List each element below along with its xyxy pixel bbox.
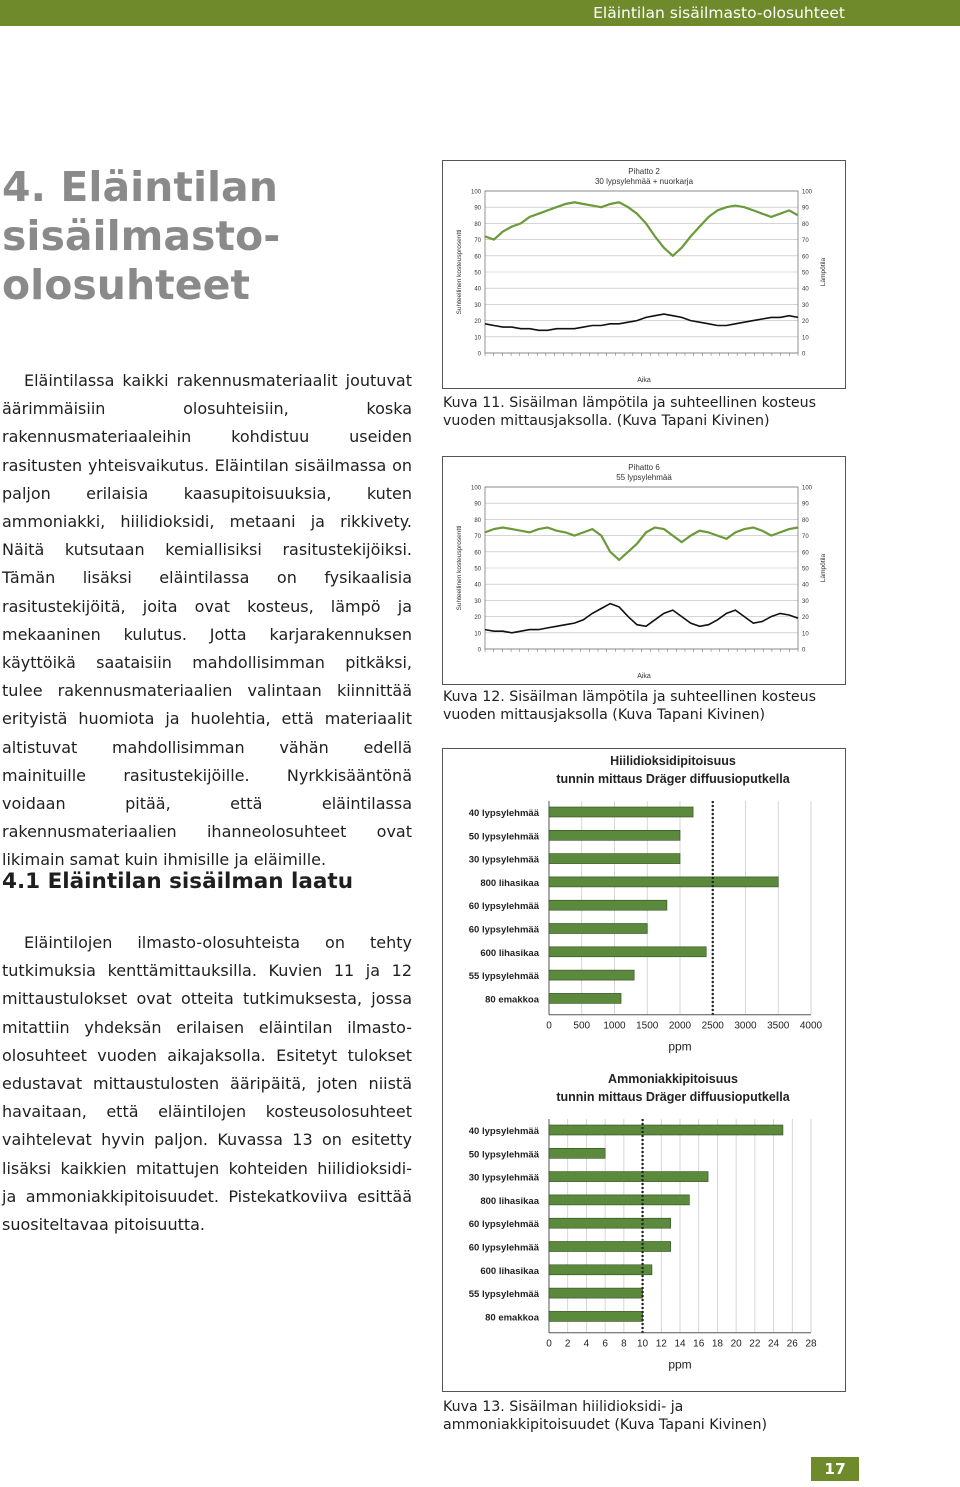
y-tick-label: 30 bbox=[474, 598, 481, 605]
ammonia-bar-chart bbox=[443, 1067, 845, 1391]
y-tick-label: 50 bbox=[474, 270, 481, 277]
y-tick-label: 20 bbox=[474, 319, 481, 326]
y2-axis-label: Lämpötila bbox=[820, 553, 827, 583]
category-label: 600 lihasikaa bbox=[480, 1265, 539, 1277]
running-title: Eläintilan sisäilmasto-olosuhteet bbox=[593, 4, 845, 22]
y-tick-label: 90 bbox=[474, 205, 481, 212]
category-label: 40 lypsylehmää bbox=[468, 808, 539, 819]
figure-12 bbox=[442, 456, 846, 685]
y-axis-label: Suhteellinen kosteusprosentti bbox=[456, 525, 463, 611]
y2-tick-label: 40 bbox=[802, 582, 809, 589]
humidity-series-line bbox=[485, 202, 798, 256]
humidity-temperature-chart-pihatto-2 bbox=[443, 161, 845, 388]
intro-paragraph: Eläintilassa kaikki rakennusmateriaalit joutuvat äärimmäisiin olosuhteisiin, koska rakennusmateriaaleihin kohdistuu useiden rasitusten yhteisvaikutus. Eläintilan sisäilmassa on paljon erilaisia kaasupitoisuuksia, kuten ammoniakki, hiilidioksidi, metaani ja rikkivety. Näitä kutsutaan kemiallisiksi rasitustekijöiksi. Tämän lisäksi eläintilassa on fysikaalisia rasitustekijöitä, joita ovat kosteus, lämpö ja mekaaninen kulutus. Jotta karjarakennuksen käyttöikä saataisiin mahdollisimman pitkäksi, tulee rakennusmateriaalien valintaan kiinnittää erityistä huomiota ja huolehtia, että materiaalit altistuvat mahdollisimman vähän edellä mainituille rasitustekijöille. Nyrkkisääntönä voidaan pitää, että eläintilassa rakennusmateriaalien ihanneolosuhteet ovat likimain samat kuin ihmisille ja eläimille. bbox=[2, 371, 412, 870]
y2-tick-label: 100 bbox=[802, 485, 813, 492]
chapter-title-line: sisäilmasto- bbox=[2, 212, 281, 260]
bar bbox=[549, 830, 680, 840]
y-tick-label: 100 bbox=[470, 189, 481, 196]
y2-tick-label: 60 bbox=[802, 550, 809, 557]
y-tick-label: 10 bbox=[474, 631, 481, 638]
figure-11 bbox=[442, 160, 846, 389]
y-tick-label: 80 bbox=[474, 221, 481, 228]
chart-title: Ammoniakkipitoisuus bbox=[608, 1072, 738, 1086]
bar bbox=[549, 1148, 605, 1158]
category-label: 80 emakkoa bbox=[485, 1312, 539, 1324]
section-paragraph: Eläintilojen ilmasto-olosuhteista on tehty tutkimuksia kenttämittauksilla. Kuvien 11 ja 12 mittaustulokset ovat otteita tutkimuksesta, jossa mitattiin yhdeksän erilaisen eläintilan ilmasto-olosuhteet vuoden aikajaksolla. Esitetyt tulokset edustavat mittaustulosten ääripäitä, joten niistä havaitaan, että eläintilojen kosteusolosuhteet vaihtelevat hyvin paljon. Kuvassa 13 on esitetty lisäksi kaikkien mitattujen kohteiden hiilidioksidi- ja ammoniakkipitoisuudet. Pistekatkoviiva esittää suositeltavaa pitoisuutta. bbox=[2, 933, 412, 1235]
x-tick-label: 3000 bbox=[734, 1020, 757, 1032]
y2-tick-label: 80 bbox=[802, 517, 809, 524]
y2-axis-label: Lämpötila bbox=[820, 257, 827, 287]
x-tick-label: 16 bbox=[693, 1338, 705, 1350]
page-number: 17 bbox=[811, 1457, 859, 1481]
bar bbox=[549, 947, 706, 957]
y-tick-label: 10 bbox=[474, 335, 481, 342]
category-label: 50 lypsylehmää bbox=[468, 831, 539, 843]
y2-tick-label: 70 bbox=[802, 238, 809, 245]
x-tick-label: 2 bbox=[564, 1338, 571, 1350]
chart-title: Pihatto 2 bbox=[628, 167, 660, 176]
humidity-temperature-chart-pihatto-6 bbox=[443, 457, 845, 684]
chart-title: Pihatto 6 bbox=[628, 463, 660, 472]
x-tick-label: 20 bbox=[730, 1338, 742, 1350]
y-tick-label: 90 bbox=[474, 501, 481, 508]
header-bar bbox=[0, 0, 960, 26]
bar bbox=[549, 1242, 671, 1252]
y2-tick-label: 60 bbox=[802, 254, 809, 261]
chapter-title bbox=[2, 163, 402, 310]
y2-tick-label: 10 bbox=[802, 631, 809, 638]
category-label: 50 lypsylehmää bbox=[468, 1149, 539, 1161]
x-tick-label: 18 bbox=[711, 1338, 723, 1350]
category-label: 800 lihasikaa bbox=[480, 877, 539, 889]
y2-tick-label: 40 bbox=[802, 286, 809, 293]
category-label: 40 lypsylehmää bbox=[468, 1126, 539, 1137]
y-axis-label: Suhteellinen kosteusprosentti bbox=[456, 229, 463, 315]
y-tick-label: 30 bbox=[474, 302, 481, 309]
x-tick-label: 4000 bbox=[799, 1020, 823, 1032]
temperature-series-line bbox=[485, 314, 798, 330]
chart-subtitle: tunnin mittaus Dräger diffuusioputkella bbox=[556, 1090, 790, 1104]
x-tick-label: 1500 bbox=[636, 1020, 659, 1032]
x-tick-label: 3500 bbox=[767, 1020, 790, 1032]
category-label: 800 lihasikaa bbox=[480, 1195, 539, 1207]
chart-title: Hiilidioksidipitoisuus bbox=[610, 754, 736, 768]
bar bbox=[549, 900, 667, 910]
y2-tick-label: 30 bbox=[802, 598, 809, 605]
x-tick-label: 24 bbox=[768, 1338, 780, 1350]
x-tick-label: 6 bbox=[602, 1338, 608, 1350]
bar bbox=[549, 1288, 643, 1298]
figure-13 bbox=[442, 748, 846, 1392]
category-label: 55 lypsylehmää bbox=[468, 971, 539, 983]
y2-tick-label: 0 bbox=[802, 647, 806, 654]
category-label: 60 lypsylehmää bbox=[468, 924, 539, 936]
humidity-series-line bbox=[485, 528, 798, 560]
bar bbox=[549, 1172, 708, 1182]
x-axis-label: Aika bbox=[637, 377, 651, 384]
x-tick-label: 0 bbox=[546, 1338, 552, 1350]
y2-tick-label: 0 bbox=[802, 351, 806, 358]
x-tick-label: 1000 bbox=[603, 1020, 626, 1032]
x-tick-label: 26 bbox=[786, 1338, 798, 1350]
y2-tick-label: 20 bbox=[802, 319, 809, 326]
co2-bar-chart bbox=[443, 749, 845, 1067]
y2-tick-label: 20 bbox=[802, 615, 809, 622]
x-tick-label: 10 bbox=[637, 1338, 649, 1350]
y-tick-label: 40 bbox=[474, 286, 481, 293]
chapter-title-line: olosuhteet bbox=[2, 261, 250, 309]
y-tick-label: 0 bbox=[477, 351, 481, 358]
bar bbox=[549, 854, 680, 864]
bar bbox=[549, 1265, 652, 1275]
y-tick-label: 40 bbox=[474, 582, 481, 589]
y-tick-label: 20 bbox=[474, 615, 481, 622]
category-label: 60 lypsylehmää bbox=[468, 1219, 539, 1231]
x-axis-label: Aika bbox=[637, 673, 651, 680]
y-tick-label: 100 bbox=[470, 485, 481, 492]
x-tick-label: 22 bbox=[749, 1338, 761, 1350]
bar bbox=[549, 924, 647, 934]
x-tick-label: 12 bbox=[655, 1338, 667, 1350]
x-axis-label: ppm bbox=[668, 1357, 692, 1372]
category-label: 60 lypsylehmää bbox=[468, 901, 539, 913]
category-label: 600 lihasikaa bbox=[480, 947, 539, 959]
chart-subtitle: tunnin mittaus Dräger diffuusioputkella bbox=[556, 772, 790, 786]
figure-13-caption: Kuva 13. Sisäilman hiilidioksidi- ja ammoniakkipitoisuudet (Kuva Tapani Kivinen) bbox=[443, 1399, 768, 1433]
y-tick-label: 60 bbox=[474, 550, 481, 557]
x-tick-label: 28 bbox=[805, 1338, 817, 1350]
bar bbox=[549, 1195, 689, 1205]
section-title: 4.1 Eläintilan sisäilman laatu bbox=[2, 869, 354, 894]
x-tick-label: 2500 bbox=[701, 1020, 724, 1032]
chart-subtitle: 30 lypsylehmää + nuorkarja bbox=[594, 177, 694, 186]
bar bbox=[549, 1218, 671, 1228]
figure-11-caption: Kuva 11. Sisäilman lämpötila ja suhteellinen kosteus vuoden mittausjaksolla. (Kuva Tapani Kivinen) bbox=[443, 395, 817, 429]
x-tick-label: 8 bbox=[621, 1338, 627, 1350]
y-tick-label: 70 bbox=[474, 238, 481, 245]
y2-tick-label: 80 bbox=[802, 221, 809, 228]
category-label: 80 emakkoa bbox=[485, 994, 539, 1006]
y-tick-label: 80 bbox=[474, 517, 481, 524]
chart-subtitle: 55 lypsylehmää bbox=[616, 473, 672, 482]
y2-tick-label: 30 bbox=[802, 302, 809, 309]
x-tick-label: 2000 bbox=[668, 1020, 692, 1032]
y-tick-label: 50 bbox=[474, 566, 481, 573]
y2-tick-label: 90 bbox=[802, 501, 809, 508]
category-label: 30 lypsylehmää bbox=[468, 1172, 539, 1184]
chapter-title-line: 4. Eläintilan bbox=[2, 163, 278, 211]
x-tick-label: 0 bbox=[546, 1020, 552, 1032]
x-tick-label: 14 bbox=[674, 1338, 686, 1350]
figure-12-caption: Kuva 12. Sisäilman lämpötila ja suhteellinen kosteus vuoden mittausjaksolla (Kuva Tapani Kivinen) bbox=[443, 689, 817, 723]
bar bbox=[549, 877, 778, 887]
y2-tick-label: 100 bbox=[802, 189, 813, 196]
x-tick-label: 500 bbox=[573, 1020, 591, 1032]
bar bbox=[549, 807, 693, 817]
y2-tick-label: 50 bbox=[802, 270, 809, 277]
bar bbox=[549, 1311, 643, 1321]
x-axis-label: ppm bbox=[668, 1039, 692, 1054]
category-label: 55 lypsylehmää bbox=[468, 1289, 539, 1301]
y2-tick-label: 70 bbox=[802, 534, 809, 541]
bar bbox=[549, 993, 621, 1003]
y-tick-label: 60 bbox=[474, 254, 481, 261]
y-tick-label: 70 bbox=[474, 534, 481, 541]
y2-tick-label: 10 bbox=[802, 335, 809, 342]
y2-tick-label: 90 bbox=[802, 205, 809, 212]
category-label: 30 lypsylehmää bbox=[468, 854, 539, 866]
bar bbox=[549, 970, 634, 980]
y-tick-label: 0 bbox=[477, 647, 481, 654]
y2-tick-label: 50 bbox=[802, 566, 809, 573]
x-tick-label: 4 bbox=[583, 1338, 590, 1350]
category-label: 60 lypsylehmää bbox=[468, 1242, 539, 1254]
temperature-series-line bbox=[485, 604, 798, 633]
bar bbox=[549, 1125, 783, 1135]
